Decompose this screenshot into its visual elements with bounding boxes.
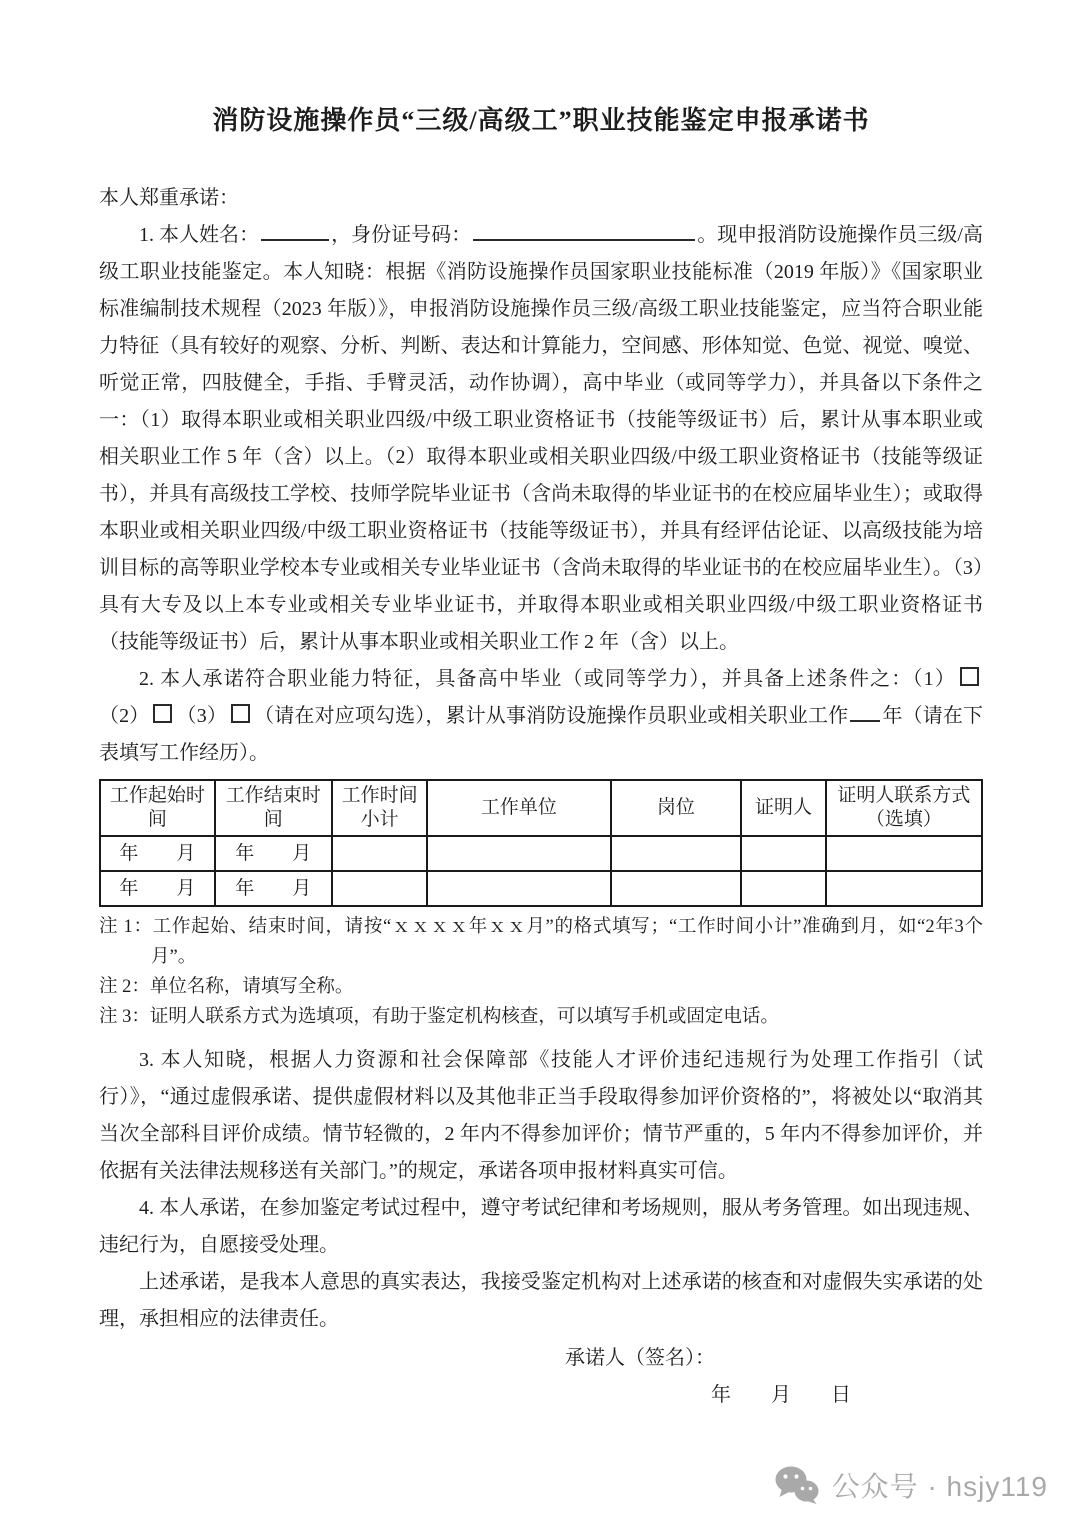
cell-position[interactable] xyxy=(611,871,742,906)
table-row xyxy=(100,836,982,871)
cell-duration[interactable] xyxy=(332,871,427,906)
document-body xyxy=(99,104,983,1414)
table-row xyxy=(100,871,982,906)
p2-text-4: （请在对应项勾选），累计从事消防设施操作员职业或相关职业工作 xyxy=(253,705,849,727)
signature-date-line[interactable]: 年 月 日 xyxy=(711,1384,851,1406)
table-notes xyxy=(99,912,983,1032)
name-blank-field[interactable] xyxy=(261,222,329,241)
p1-text-3: 。现申报消防设施操作员三级/高级工职业技能鉴定。本人知晓：根据《消防设施操作员国家职业技能标准（2019 年版）》《国家职业标准编制技术规程（2023 年版）》，申报消防设施操作员三级/高级工职业技能鉴定，应当符合职业能力特征（具有较好的观察、分析、判断、表达和计算能力，空间感、形体知觉、色觉、视觉、嗅觉、听觉正常，四肢健全，手指、手臂灵活，动作协调），高中毕业（或同等学力），并具备以下条件之一：（1）取得本职业或相关职业四级/中级工职业资格证书（技能等级证书）后，累计从事本职业或相关职业工作 5 年（含）以上。（2）取得本职业或相关职业四级/中级工职业资格证书（技能等级证书），并具有高级技工学校、技师学院毕业证书（含尚未取得的毕业证书的在校应届毕业生）；或取得本职业或相关职业四级/中级工职业资格证书（技能等级证书），并具有经评估论证、以高级技能为培训目标的高等职业学校本专业或相关专业毕业证书（含尚未取得的毕业证书的在校应届毕业生）。（3）具有大专及以上本专业或相关专业毕业证书，并取得本职业或相关职业四级/中级工职业资格证书（技能等级证书）后，累计从事本职业或相关职业工作 2 年（含）以上。 xyxy=(99,224,984,653)
wechat-watermark xyxy=(775,1465,1048,1505)
cell-start-date[interactable]: 年 月 xyxy=(100,871,215,906)
header-employer: 工作单位 xyxy=(427,780,610,836)
note-1-label: 注 1： xyxy=(99,917,153,937)
cell-end-date[interactable]: 年 月 xyxy=(215,836,332,871)
cell-reference[interactable] xyxy=(741,871,826,906)
work-history-table xyxy=(99,779,983,907)
paragraph-4: 4. 本人承诺，在参加鉴定考试过程中，遵守考试纪律和考场规则，服从考务管理。如出现违规、违纪行为，自愿接受处理。 xyxy=(99,1197,983,1256)
salutation: 本人郑重承诺： xyxy=(99,187,239,209)
cell-employer[interactable] xyxy=(427,836,610,871)
header-position: 岗位 xyxy=(611,780,742,836)
wechat-account-label: 公众号 · hsjy119 xyxy=(831,1471,1048,1502)
note-3-text: 证明人联系方式为选填项，有助于鉴定机构核查，可以填写手机或固定电话。 xyxy=(149,1007,779,1027)
cell-start-date[interactable]: 年 月 xyxy=(100,836,215,871)
option-2-checkbox[interactable] xyxy=(153,704,172,723)
note-2-text: 单位名称，请填写全称。 xyxy=(149,977,354,997)
cell-end-date[interactable]: 年 月 xyxy=(215,871,332,906)
p1-text-2: ，身份证号码： xyxy=(331,224,472,246)
table-header-row xyxy=(100,780,982,836)
note-1-text: 工作起始、结束时间，请按“ｘｘｘｘ年ｘｘ月”的格式填写；“工作时间小计”准确到月，如“2年3个月”。 xyxy=(151,917,983,967)
header-reference: 证明人 xyxy=(741,780,826,836)
cell-position[interactable] xyxy=(611,836,742,871)
header-work-start: 工作起始时间 xyxy=(100,780,215,836)
closing-paragraph: 上述承诺，是我本人意思的真实表达，我接受鉴定机构对上述承诺的核查和对虚假失实承诺的处理，承担相应的法律责任。 xyxy=(99,1271,983,1330)
paragraph-2 xyxy=(99,661,983,772)
cell-reference-contact[interactable] xyxy=(826,871,982,906)
cell-duration[interactable] xyxy=(332,836,427,871)
cell-reference[interactable] xyxy=(741,836,826,871)
p1-text-1: 1. 本人姓名： xyxy=(139,224,260,246)
work-years-blank-field[interactable] xyxy=(850,703,880,722)
note-3 xyxy=(99,1002,983,1032)
document-title: 消防设施操作员“三级/高级工”职业技能鉴定申报承诺书 xyxy=(212,106,870,135)
wechat-icon xyxy=(775,1466,819,1504)
cell-employer[interactable] xyxy=(427,871,610,906)
p2-text-3: （3） xyxy=(176,705,227,727)
p2-text-2: （2） xyxy=(99,705,150,727)
p2-text-5: 年（请在下表填写工作经历）。 xyxy=(99,705,984,764)
p2-text-1: 2. 本人承诺符合职业能力特征，具备高中毕业（或同等学力），并具备上述条件之：（1） xyxy=(139,668,956,690)
note-3-label: 注 3： xyxy=(99,1007,150,1027)
header-reference-contact: 证明人联系方式（选填） xyxy=(826,780,982,836)
option-3-checkbox[interactable] xyxy=(231,704,250,723)
header-work-end: 工作结束时间 xyxy=(215,780,332,836)
note-1 xyxy=(99,912,983,972)
id-number-blank-field[interactable] xyxy=(473,222,695,241)
note-2-label: 注 2： xyxy=(99,977,150,997)
header-work-duration: 工作时间小计 xyxy=(332,780,427,836)
option-1-checkbox[interactable] xyxy=(960,667,979,686)
cell-reference-contact[interactable] xyxy=(826,836,982,871)
paragraph-3: 3. 本人知晓，根据人力资源和社会保障部《技能人才评价违纪违规行为处理工作指引（试行）》，“通过虚假承诺、提供虚假材料以及其他非正当手段取得参加评价资格的”，将被处以“取消其当次全部科目评价成绩。情节轻微的，2 年内不得参加评价；情节严重的，5 年内不得参加评价，并依据有关法律法规移送有关部门。”的规定，承诺各项申报材料真实可信。 xyxy=(99,1049,983,1182)
signer-signature-label[interactable]: 承诺人（签名）： xyxy=(565,1347,715,1369)
paragraph-1 xyxy=(99,217,983,661)
note-2 xyxy=(99,972,983,1002)
